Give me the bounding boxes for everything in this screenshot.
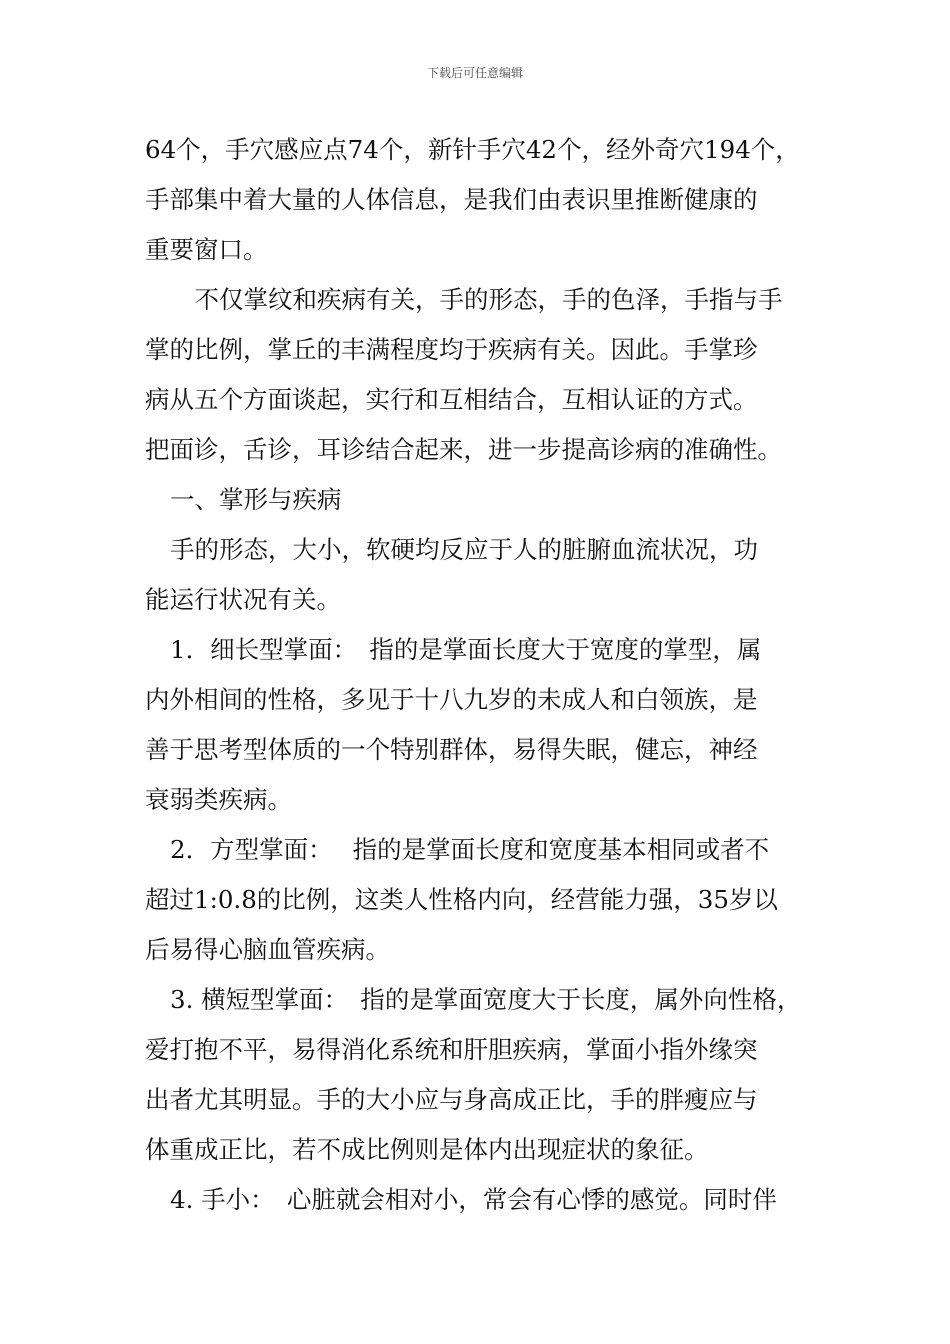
body-line: 手的形态，大小，软硬均反应于人的脏腑血流状况，功: [170, 535, 758, 564]
body-line: 超过1:0.8的比例，这类人性格内向，经营能力强，35岁以: [145, 885, 778, 914]
body-line: 后易得心脑血管疾病。: [145, 935, 390, 964]
body-line: 内外相间的性格，多见于十八九岁的未成人和白领族，是: [145, 685, 758, 714]
body-line: 体重成正比，若不成比例则是体内出现症状的象征。: [145, 1135, 709, 1164]
body-line: 把面诊，舌诊，耳诊结合起来，进一步提高诊病的准确性。: [145, 435, 782, 464]
list-item-2: 2．方型掌面： 指的是掌面长度和宽度基本相同或者不: [170, 835, 770, 864]
page-header: 下载后可任意编辑: [426, 66, 523, 80]
body-line: 手部集中着大量的人体信息，是我们由表识里推断健康的: [145, 185, 758, 214]
body-line: 不仅掌纹和疾病有关，手的形态，手的色泽，手指与手: [170, 285, 783, 314]
list-item-4: 4. 手小： 心脏就会相对小，常会有心悸的感觉。同时伴: [170, 1185, 777, 1214]
body-line: 出者尤其明显。手的大小应与身高成正比，手的胖瘦应与: [145, 1085, 758, 1114]
body-line: 能运行状况有关。: [145, 585, 341, 614]
list-item-1: 1．细长型掌面： 指的是掌面长度大于宽度的掌型，属: [170, 635, 762, 664]
body-line: 64个，手穴感应点74个，新针手穴42个，经外奇穴194个，: [145, 135, 800, 164]
body-line: 病从五个方面谈起，实行和互相结合，互相认证的方式。: [145, 385, 758, 414]
body-line: 衰弱类疾病。: [145, 785, 292, 814]
list-item-3: 3. 横短型掌面： 指的是掌面宽度大于长度，属外向性格，: [170, 985, 802, 1014]
body-line: 掌的比例，掌丘的丰满程度均于疾病有关。因此。手掌珍: [145, 335, 758, 364]
body-line: 爱打抱不平，易得消化系统和肝胆疾病，掌面小指外缘突: [145, 1035, 758, 1064]
body-line: 善于思考型体质的一个特别群体，易得失眠，健忘，神经: [145, 735, 758, 764]
body-line: 重要窗口。: [145, 235, 268, 264]
section-heading: 一、掌形与疾病: [170, 485, 342, 514]
